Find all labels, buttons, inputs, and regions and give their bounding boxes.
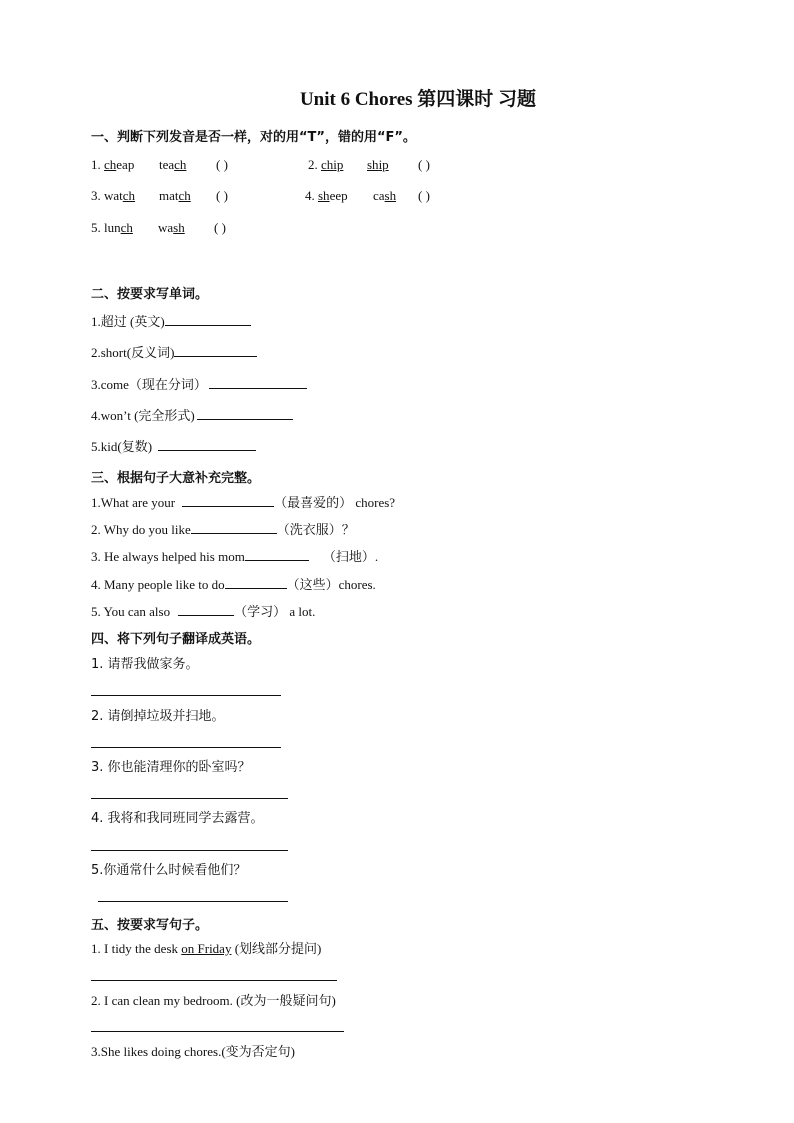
s2-item-5: 5.kid(复数) [91, 438, 256, 455]
s1-q5-answer: ( ) [214, 220, 226, 235]
s1-q2-word2: ship [367, 157, 389, 172]
answer-blank[interactable] [182, 494, 274, 507]
s5-question-2: 2. I can clean my bedroom. (改为一般疑问句) [91, 993, 336, 1008]
s4-item-1: 1. 请帮我做家务。 [91, 657, 199, 672]
s1-q3-answer: ( ) [216, 188, 228, 203]
s1-question-3: 3. watch [91, 188, 136, 203]
s5-question-3: 3.She likes doing chores.(变为否定句) [91, 1044, 296, 1059]
s2-item-4: 4.won’t (完全形式) [91, 407, 293, 424]
answer-blank[interactable] [158, 438, 256, 451]
s1-q2-answer: ( ) [418, 157, 430, 172]
section-5-heading: 五、按要求写句子。 [91, 918, 209, 933]
answer-line[interactable] [91, 798, 288, 799]
answer-line[interactable] [91, 1031, 344, 1032]
section-4-heading: 四、将下列句子翻译成英语。 [91, 632, 261, 647]
s1-q3-word2: match [159, 188, 191, 203]
s2-item-2: 2.short(反义词) [91, 344, 257, 361]
s1-question-5: 5. lunch [91, 220, 133, 235]
s1-q1-word2: teach [159, 157, 187, 172]
answer-blank[interactable] [178, 603, 234, 616]
answer-line[interactable] [91, 980, 337, 981]
s3-question-2: 2. Why do you like （洗衣服）？ [91, 522, 355, 537]
answer-line[interactable] [98, 901, 288, 902]
s1-question-4: 4. sheep [305, 188, 348, 203]
page-title: Unit 6 Chores 第四课时 习题 [299, 89, 537, 110]
s2-item-3: 3.come（现在分词） [91, 376, 307, 393]
answer-blank[interactable] [165, 313, 251, 326]
section-2-heading: 二、按要求写单词。 [91, 287, 209, 302]
s4-item-3: 3. 你也能清理你的卧室吗？ [91, 760, 251, 775]
s1-q4-word2: cash [373, 188, 397, 203]
s4-item-4: 4. 我将和我同班同学去露营。 [91, 811, 264, 826]
answer-blank[interactable] [197, 407, 293, 420]
s2-item-1: 1.超过 (英文) [91, 313, 251, 330]
answer-blank[interactable] [174, 344, 257, 357]
s4-item-2: 2. 请倒掉垃圾并扫地。 [91, 709, 225, 724]
s1-q4-answer: ( ) [418, 188, 430, 203]
s1-q1-answer: ( ) [216, 157, 228, 172]
answer-line[interactable] [91, 695, 281, 696]
section-1-heading: 一、判断下列发音是否一样，对的用“T”，错的用“F”。 [91, 130, 416, 145]
answer-blank[interactable] [209, 376, 307, 389]
s4-item-5: 5.你通常什么时候看他们？ [91, 863, 247, 878]
answer-line[interactable] [91, 747, 281, 748]
answer-line[interactable] [91, 850, 288, 851]
s3-question-5: 5. You can also （学习） a lot. [91, 604, 316, 619]
s5-question-1: 1. I tidy the desk on Friday (划线部分提问) [91, 941, 322, 956]
answer-blank[interactable] [225, 576, 287, 589]
section-3-heading: 三、根据句子大意补充完整。 [91, 471, 261, 486]
s3-question-1: 1.What are your （最喜爱的） chores? [91, 495, 396, 510]
s3-question-4: 4. Many people like to do （这些）chores. [91, 577, 376, 592]
answer-blank[interactable] [245, 548, 309, 561]
s1-question-1: 1. cheap [91, 157, 135, 172]
answer-blank[interactable] [191, 521, 277, 534]
s3-question-3: 3. He always helped his mom （扫地）. [91, 549, 379, 564]
s1-q5-word2: wash [158, 220, 185, 235]
s1-question-2: 2. chip [308, 157, 344, 172]
